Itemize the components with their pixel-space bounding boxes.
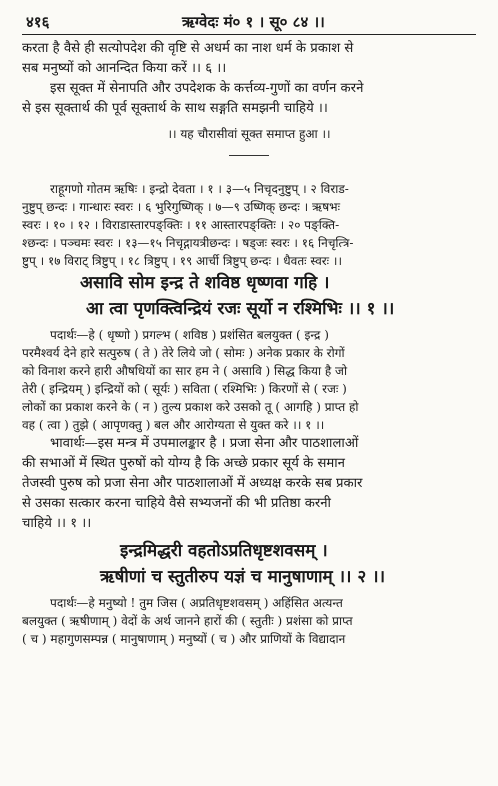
padartha-2 [22,594,476,648]
text-line: लोकों का प्रकाश करने के ( न ) तुल्य प्रकाश करे उसको तू ( आगहि ) प्राप्त हो [22,400,359,414]
text-line: परमैश्वर्य देने हारे सत्पुरुष ( ते ) तेरे लिये जो ( सोमः ) अनेक प्रकार के रोगों [22,346,345,360]
text-line: ( च ) महागुणसम्पन्न ( मानुषाणाम् ) मनुष्यों ( च ) और प्राणियों के विद्यादान [22,632,346,646]
mantra-line: असावि सोम इन्द्र ते शविष्ठ धृष्णवा गहि । [80,273,330,293]
text-line: बलयुक्त ( ऋषीणाम् ) वेदों के अर्थ जानने हारों की ( स्तुतीः ) प्रशंसा को प्राप्त [22,614,353,628]
text-line: की सभाओं में स्थित पुरुषों को योग्य है कि अच्छे प्रकार सूर्य के समान [22,456,345,471]
metadata-line: नुष्टुप् छन्दः । गान्धारः स्वरः । ६ भुरिगुष्णिक् । ७—९ उष्णिक् छन्दः । ऋषभः [22,200,341,214]
text-line: तेरी ( इन्द्रियम् ) इन्द्रियों को ( सूर्यः ) सविता ( रश्मिभिः ) किरणों से ( रजः ) [22,382,347,396]
text-line: तेजस्वी पुरुष को प्रजा सेना और पाठशालाओं में अध्यक्ष करके सब प्रकार [22,476,363,491]
text-line: करता है वैसे ही सत्योपदेश की वृष्टि से अधर्म का नाश धर्म के प्रकाश से [22,41,354,56]
metadata-line: ष्टुप् । १७ विराट् त्रिष्टुप् । १८ त्रिष्टुप् । १९ आर्ची त्रिष्टुप् छन्दः । धैवतः स्वरः ।। [22,254,342,268]
mantra-1 [22,270,476,322]
text-line: से इस सूक्तार्थ की पूर्व सूक्तार्थ के साथ सङ्गति समझनी चाहिये ।। [22,101,328,116]
section-divider [229,155,269,156]
mantra-2 [22,538,476,590]
padartha-1 [22,326,476,434]
bhavartha-1 [22,434,476,534]
rishi-devata-metadata [22,180,476,270]
sukta-closing-line: ।। यह चौरासीवां सूक्त समाप्त हुआ ।। [167,127,331,141]
text-line: पदार्थः—हे मनुष्यो ! तुम जिस ( अप्रतिधृष्टशवसम् ) अहिंसित अत्यन्त [50,596,343,610]
metadata-line: श्छन्दः । पञ्चमः स्वरः । १३—१५ निचृद्गायत्रीछन्दः । षड्जः स्वरः । १६ निचृत्त्रि- [22,236,354,250]
text-line: से उसका सत्कार करना चाहिये वैसे सभ्यजनों की भी प्रतिष्ठा करनी [22,496,331,511]
text-line: इस सूक्त में सेनापति और उपदेशक के कर्त्तव्य-गुणों का वर्णन करने [50,81,364,96]
page-header [22,10,476,35]
metadata-line: राहूगणो गोतम ऋषिः । इन्द्रो देवता । १ । ३—५ निचृदनुष्टुप् । २ विराड- [50,182,349,196]
mantra-line: ऋषीणां च स्तुतीरुप यज्ञं च मानुषाणाम् ।। २ ।। [100,567,386,587]
mantra-line: आ त्वा पृणक्त्विन्द्रियं रजः सूर्यो न रश्मिभिः ।। १ ।। [86,299,395,319]
metadata-line: स्वरः । १० । १२ । विराडास्तारपङ्क्तिः । ११ आस्तारपङ्क्तिः । २० पङ्क्ति- [22,218,340,232]
text-line: वह ( त्वा ) तुझे ( आपृणक्तु ) बल और आरोग्यता से युक्त करे ।। १ ।। [22,418,325,432]
text-line: चाहिये ।। १ ।। [22,516,92,531]
mantra-line: इन्द्रमिद्धरी वहतोऽप्रतिधृष्टशवसम् । [120,541,328,561]
text-line: को विनाश करने हारी औषधियों का सार हम ने ( असावि ) सिद्ध किया है जो [22,364,348,378]
running-title: ऋग्वेदः मं० १ । सू० ८४ ।। [182,13,325,31]
text-line: भावार्थः—इस मन्त्र में उपमालङ्कार है । प्रजा सेना और पाठशालाओं [50,436,359,451]
text-line: पदार्थः—हे ( धृष्णो ) प्रगल्भ ( शविष्ठ ) प्रशंसित बलयुक्त ( इन्द्र ) [50,328,329,342]
text-line: सब मनुष्यों को आनन्दित किया करें ।। ६ ।। [22,61,227,76]
page-number: ४१६ [26,13,50,31]
